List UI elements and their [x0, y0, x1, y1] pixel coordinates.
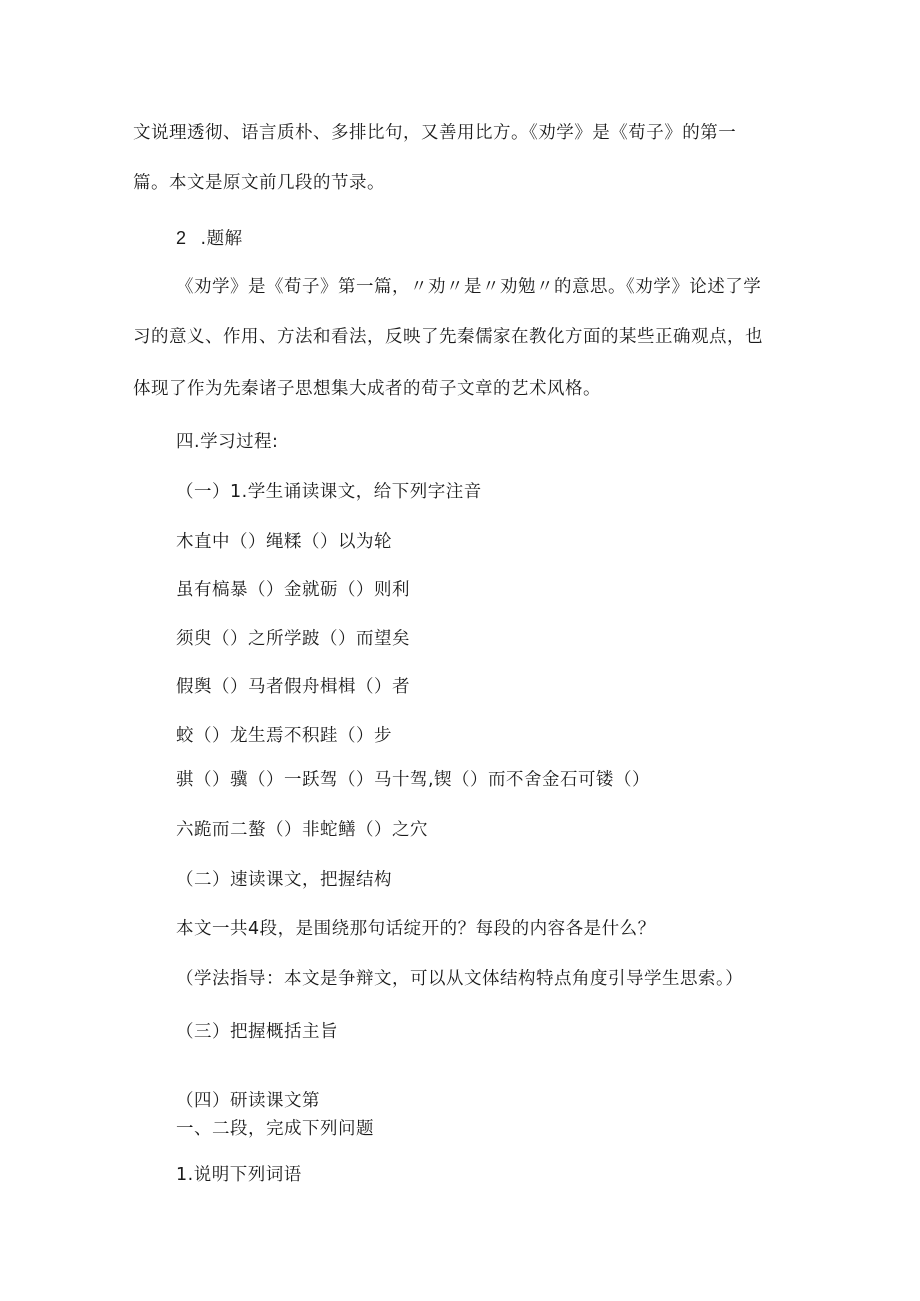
step-3-heading: （三）把握概括主旨: [176, 1022, 338, 1042]
pinyin-row: 六跪而二螯（）非蛇鳝（）之穴: [176, 820, 428, 840]
step-4-heading-a: （四）研读课文第: [176, 1091, 320, 1111]
step-2-heading: （二）速读课文，把握结构: [176, 870, 392, 890]
task-1: 1.说明下列词语: [176, 1165, 302, 1185]
section-2-title: .题解: [200, 229, 243, 249]
step-4-heading-b: 一、二段，完成下列问题: [176, 1119, 374, 1139]
intro-line-2: 篇。本文是原文前几段的节录。: [133, 173, 385, 193]
explain-line-2: 习的意义、作用、方法和看法，反映了先秦儒家在教化方面的某些正确观点，也: [133, 327, 763, 347]
pinyin-row: 木直中（）绳糅（）以为轮: [176, 532, 392, 552]
step-2-question: 本文一共4段，是围绕那句话绽开的？每段的内容各是什么？: [176, 919, 656, 939]
pinyin-row: 蛟（）龙生焉不积跬（）步: [176, 726, 392, 746]
step-1-heading: （一）1.学生诵读课文，给下列字注音: [176, 482, 482, 502]
part-4-heading: 四.学习过程:: [176, 432, 279, 452]
explain-line-3: 体现了作为先秦诸子思想集大成者的荀子文章的艺术风格。: [133, 379, 601, 399]
pinyin-row: 虽有槁暴（）金就砺（）则利: [176, 580, 410, 600]
pinyin-row: 假舆（）马者假舟楫楫（）者: [176, 677, 410, 697]
section-2-heading: [176, 226, 243, 251]
explain-line-1: 《劝学》是《荀子》第一篇，〃劝〃是〃劝勉〃的意思。《劝学》论述了学: [176, 277, 762, 297]
intro-line-1: 文说理透彻、语言质朴、多排比句，又善用比方。《劝学》是《荀子》的第一: [133, 123, 737, 143]
step-2-hint: （学法指导：本文是争辩文，可以从文体结构特点角度引导学生思索。）: [176, 969, 744, 989]
pinyin-row: 骐（）骥（）一跃驾（）马十驾,锲（）而不舍金石可镂（）: [176, 770, 651, 790]
section-2-number: 2: [176, 228, 187, 248]
pinyin-row: 须臾（）之所学跛（）而望矣: [176, 629, 410, 649]
